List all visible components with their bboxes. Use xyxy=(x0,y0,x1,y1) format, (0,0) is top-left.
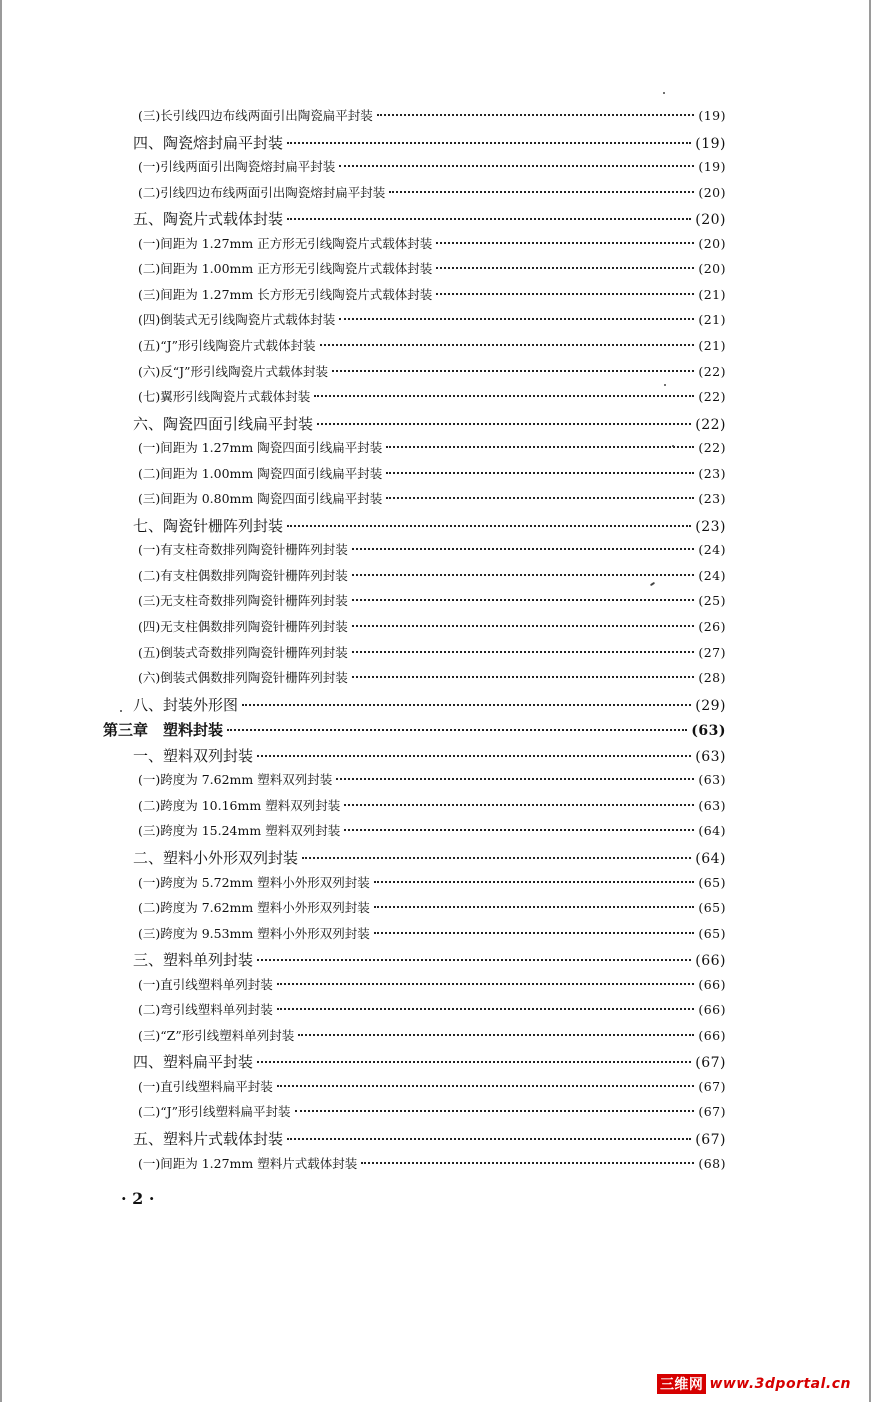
toc-entry-title: (三)跨度为 9.53mm 塑料小外形双列封装 xyxy=(138,925,370,941)
scan-speck xyxy=(664,384,666,386)
dot-leader xyxy=(352,676,695,678)
toc-entry-page: (23) xyxy=(698,491,726,507)
toc-entry-page: (22) xyxy=(698,440,726,456)
toc-section-entry xyxy=(133,1128,726,1149)
toc-entry-title: 八、封装外形图 xyxy=(133,695,239,714)
dot-leader xyxy=(227,729,687,731)
dot-leader xyxy=(339,318,694,320)
toc-entry-title: (二)间距为 1.00mm 陶瓷四面引线扁平封装 xyxy=(138,465,383,481)
toc-subsection-entry xyxy=(138,310,726,328)
dot-leader xyxy=(361,1162,694,1164)
toc-chapter-entry xyxy=(103,719,726,740)
toc-entry-title: 一、塑料双列封装 xyxy=(133,746,254,765)
toc-entry-page: (66) xyxy=(695,953,726,970)
toc-entry-page: (23) xyxy=(698,465,726,481)
toc-subsection-entry xyxy=(138,464,726,482)
toc-subsection-entry xyxy=(138,1000,726,1018)
toc-subsection-entry xyxy=(138,770,726,788)
toc-subsection-entry xyxy=(138,106,726,124)
dot-leader xyxy=(242,704,691,706)
toc-entry-page: (65) xyxy=(698,925,726,941)
toc-entry-page: (28) xyxy=(698,670,726,686)
toc-entry-page: (63) xyxy=(698,772,726,788)
toc-section-entry xyxy=(133,132,726,153)
toc-entry-title: (四)无支柱偶数排列陶瓷针栅阵列封装 xyxy=(138,619,348,634)
toc-subsection-entry xyxy=(138,617,726,635)
toc-subsection-entry xyxy=(138,1154,726,1172)
dot-leader xyxy=(298,1034,694,1036)
toc-entry-title: (三)无支柱奇数排列陶瓷针栅阵列封装 xyxy=(138,593,348,609)
toc-entry-page: (24) xyxy=(698,542,726,558)
page-number: · 2 · xyxy=(121,1189,155,1208)
toc-entry-title: (一)有支柱奇数排列陶瓷针栅阵列封装 xyxy=(138,542,348,558)
toc-section-entry xyxy=(133,208,726,229)
dot-leader xyxy=(277,1085,695,1087)
dot-leader xyxy=(320,344,695,346)
toc-entry-title: 五、陶瓷片式载体封装 xyxy=(133,210,284,229)
toc-entry-page: (64) xyxy=(695,850,726,867)
toc-entry-page: (29) xyxy=(695,697,726,714)
toc-section-entry xyxy=(133,413,726,434)
toc-entry-page: (65) xyxy=(698,900,726,916)
toc-subsection-entry xyxy=(138,387,726,405)
dot-leader xyxy=(317,423,691,425)
toc-entry-page: (27) xyxy=(698,644,726,660)
toc-entry-title: (一)引线两面引出陶瓷熔封扁平封装 xyxy=(138,159,336,175)
dot-leader xyxy=(344,829,694,831)
dot-leader xyxy=(287,1138,691,1140)
toc-entry-page: (63) xyxy=(695,748,726,765)
toc-entry-title: 二、塑料小外形双列封装 xyxy=(133,848,299,867)
toc-subsection-entry xyxy=(138,1077,726,1095)
toc-subsection-entry xyxy=(138,438,726,456)
dot-leader xyxy=(257,959,691,961)
watermark-url: www.3dportal.cn xyxy=(709,1376,851,1392)
toc-entry-page: (67) xyxy=(695,1132,726,1148)
toc-entry-page: (67) xyxy=(698,1078,726,1094)
toc-entry-title: (二)有支柱偶数排列陶瓷针栅阵列封装 xyxy=(138,567,348,583)
toc-subsection-entry xyxy=(138,362,726,380)
dot-leader xyxy=(352,599,695,601)
toc-entry-title: (四)倒装式无引线陶瓷片式载体封装 xyxy=(138,312,336,328)
toc-subsection-entry xyxy=(138,924,726,942)
toc-entry-title: (六)反“J”形引线陶瓷片式载体封装 xyxy=(138,363,329,379)
toc-entry-title: (二)“J”形引线塑料扁平封装 xyxy=(138,1104,291,1120)
toc-entry-page: (66) xyxy=(698,1002,726,1018)
toc-section-entry xyxy=(133,694,726,715)
watermark xyxy=(657,1374,851,1394)
toc-entry-title: (一)间距为 1.27mm 塑料片式载体封装 xyxy=(138,1155,358,1171)
toc-entry-title: (二)跨度为 7.62mm 塑料小外形双列封装 xyxy=(138,900,370,916)
dot-leader xyxy=(295,1110,695,1112)
toc-entry-title: (一)跨度为 5.72mm 塑料小外形双列封装 xyxy=(138,874,370,890)
toc-subsection-entry xyxy=(138,898,726,916)
toc-entry-page: (20) xyxy=(695,212,726,229)
toc-entry-page: (19) xyxy=(698,108,726,123)
toc-entry-page: (66) xyxy=(698,976,726,992)
dot-leader xyxy=(302,857,691,859)
toc-subsection-entry xyxy=(138,1102,726,1120)
toc-subsection-entry xyxy=(138,489,726,507)
scan-speck xyxy=(672,445,674,447)
toc-entry-title: 六、陶瓷四面引线扁平封装 xyxy=(133,414,314,433)
scan-speck xyxy=(650,582,655,587)
toc-entry-page: (20) xyxy=(698,261,726,277)
dot-leader xyxy=(277,983,695,985)
toc-section-entry xyxy=(133,515,726,536)
toc-entry-page: (21) xyxy=(698,286,726,302)
toc-entry-title: (三)跨度为 15.24mm 塑料双列封装 xyxy=(138,823,341,839)
toc-entry-page: (65) xyxy=(698,874,726,890)
toc-subsection-entry xyxy=(138,234,726,252)
dot-leader xyxy=(332,370,694,372)
dot-leader xyxy=(386,446,694,448)
toc-entry-title: 三、塑料单列封装 xyxy=(133,951,254,970)
toc-section-entry xyxy=(133,847,726,868)
toc-section-entry xyxy=(133,745,726,766)
toc-subsection-entry xyxy=(138,668,726,686)
toc-entry-page: (23) xyxy=(695,518,726,535)
toc-entry-title: (二)跨度为 10.16mm 塑料双列封装 xyxy=(138,797,341,813)
toc-entry-title: (三)“Z”形引线塑料单列封装 xyxy=(138,1027,295,1043)
toc-subsection-entry xyxy=(138,157,726,175)
dot-leader xyxy=(436,267,694,269)
toc-entry-title: 四、陶瓷熔封扁平封装 xyxy=(133,133,284,152)
toc-entry-page: (63) xyxy=(698,797,726,813)
toc-entry-title: 七、陶瓷针栅阵列封装 xyxy=(133,516,284,535)
toc-subsection-entry xyxy=(138,975,726,993)
dot-leader xyxy=(314,395,694,397)
toc-entry-page: (22) xyxy=(698,389,726,405)
toc-entry-page: (68) xyxy=(698,1155,726,1171)
dot-leader xyxy=(287,525,691,527)
toc-section-entry xyxy=(133,949,726,970)
toc-entry-title: (三)间距为 0.80mm 陶瓷四面引线扁平封装 xyxy=(138,491,383,507)
dot-leader xyxy=(374,932,695,934)
dot-leader xyxy=(257,1061,691,1063)
dot-leader xyxy=(352,625,695,627)
dot-leader xyxy=(436,242,694,244)
toc-section-entry xyxy=(133,1051,726,1072)
dot-leader xyxy=(352,651,695,653)
toc-entry-title: (一)直引线塑料单列封装 xyxy=(138,976,273,992)
dot-leader xyxy=(339,165,694,167)
toc-entry-page: (25) xyxy=(698,593,726,609)
toc-entry-page: (26) xyxy=(698,619,726,634)
toc-entry-page: (20) xyxy=(698,235,726,251)
toc-entry-title: (一)直引线塑料扁平封装 xyxy=(138,1078,273,1094)
dot-leader xyxy=(374,881,695,883)
toc-subsection-entry xyxy=(138,873,726,891)
toc-entry-page: (24) xyxy=(698,567,726,583)
dot-leader xyxy=(374,906,695,908)
toc-entry-page: (67) xyxy=(695,1055,726,1072)
toc-subsection-entry xyxy=(138,591,726,609)
scan-speck xyxy=(120,710,122,712)
toc-subsection-entry xyxy=(138,796,726,814)
toc-entry-page: (21) xyxy=(698,337,726,353)
toc-entry-title: (五)倒装式奇数排列陶瓷针栅阵列封装 xyxy=(138,644,348,660)
dot-leader xyxy=(336,778,694,780)
toc-entry-title: (一)间距为 1.27mm 陶瓷四面引线扁平封装 xyxy=(138,440,383,456)
toc-entry-page: (20) xyxy=(698,184,726,200)
toc-entry-title: (六)倒装式偶数排列陶瓷针栅阵列封装 xyxy=(138,670,348,686)
dot-leader xyxy=(344,804,694,806)
toc-entry-title: 五、塑料片式载体封装 xyxy=(133,1130,284,1148)
toc-subsection-entry xyxy=(138,566,726,584)
toc-subsection-entry xyxy=(138,336,726,354)
dot-leader xyxy=(377,114,695,116)
dot-leader xyxy=(436,293,694,295)
toc-entry-title: (二)间距为 1.00mm 正方形无引线陶瓷片式载体封装 xyxy=(138,261,433,277)
dot-leader xyxy=(277,1008,695,1010)
toc-subsection-entry xyxy=(138,285,726,303)
toc-subsection-entry xyxy=(138,821,726,839)
dot-leader xyxy=(389,191,694,193)
scan-speck xyxy=(663,92,665,94)
toc-subsection-entry xyxy=(138,183,726,201)
toc-entry-page: (64) xyxy=(698,823,726,839)
toc-entry-page: (66) xyxy=(698,1027,726,1043)
dot-leader xyxy=(386,497,694,499)
toc-subsection-entry xyxy=(138,643,726,661)
toc-entry-title: (一)跨度为 7.62mm 塑料双列封装 xyxy=(138,772,333,788)
dot-leader xyxy=(352,548,695,550)
dot-leader xyxy=(352,574,695,576)
dot-leader xyxy=(386,472,694,474)
toc-entry-title: (七)翼形引线陶瓷片式载体封装 xyxy=(138,389,311,405)
dot-leader xyxy=(257,755,691,757)
toc-entry-title: (二)弯引线塑料单列封装 xyxy=(138,1002,273,1018)
toc-entry-page: (22) xyxy=(698,363,726,379)
toc-entry-page: (22) xyxy=(695,416,726,433)
toc-entry-title: (三)间距为 1.27mm 长方形无引线陶瓷片式载体封装 xyxy=(138,286,433,302)
toc-entry-page: (19) xyxy=(695,135,726,152)
toc-entry-title: (五)“J”形引线陶瓷片式载体封装 xyxy=(138,337,316,353)
toc-entry-title: 第三章 塑料封装 xyxy=(103,721,224,740)
toc-subsection-entry xyxy=(138,1026,726,1044)
toc-entry-page: (67) xyxy=(698,1104,726,1120)
toc-entry-page: (63) xyxy=(691,723,726,740)
dot-leader xyxy=(287,142,691,144)
toc-entry-title: (三)长引线四边布线两面引出陶瓷扁平封装 xyxy=(138,108,373,123)
toc-entry-page: (21) xyxy=(698,312,726,328)
toc-entry-title: (一)间距为 1.27mm 正方形无引线陶瓷片式载体封装 xyxy=(138,235,433,251)
toc-entry-title: (二)引线四边布线两面引出陶瓷熔封扁平封装 xyxy=(138,184,386,200)
watermark-logo-text: 三维网 xyxy=(657,1374,707,1394)
toc-subsection-entry xyxy=(138,540,726,558)
toc-subsection-entry xyxy=(138,259,726,277)
toc-entry-page: (19) xyxy=(698,159,726,175)
dot-leader xyxy=(287,218,691,220)
toc-entry-title: 四、塑料扁平封装 xyxy=(133,1053,254,1072)
